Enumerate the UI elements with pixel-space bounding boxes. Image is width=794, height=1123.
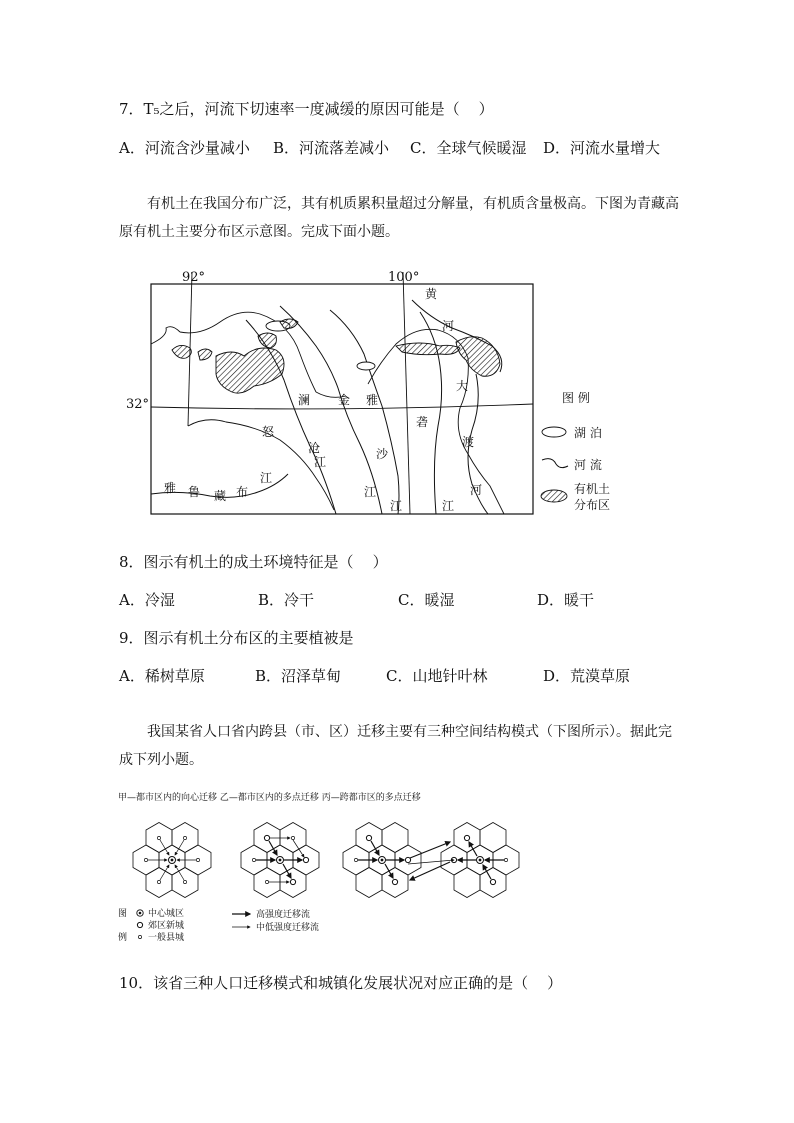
map-label: 江 xyxy=(260,471,273,485)
map-label: 鲁 xyxy=(188,485,201,499)
map-label: 雅 xyxy=(366,393,379,407)
map-label: 渡 xyxy=(462,435,475,449)
legend-county-label: 一般县城 xyxy=(148,933,185,943)
organic-soil-area xyxy=(396,343,460,355)
map-label: 布 xyxy=(236,485,249,499)
lon-label-100: 100° xyxy=(388,270,420,285)
organic-soil-area xyxy=(456,337,500,377)
q8-option-d: D．暖干 xyxy=(537,591,595,609)
pattern-jia xyxy=(133,823,211,898)
organic-soil-area xyxy=(172,345,191,358)
map-label: 雅 xyxy=(164,481,177,495)
pattern-bing xyxy=(343,823,519,898)
legend-soil-symbol xyxy=(541,490,567,502)
river-lancang xyxy=(280,306,382,514)
q8-option-c: C．暖湿 xyxy=(398,591,455,609)
q8-option-b: B．冷干 xyxy=(258,591,315,609)
legend-soil-label: 分布区 xyxy=(574,498,611,512)
q8-stem: 8．图示有机土的成土环境特征是（ ） xyxy=(119,553,388,571)
map-label: 藏 xyxy=(214,489,227,503)
q7-stem: 7．T₅之后，河流下切速率一度减缓的原因可能是（ ） xyxy=(119,100,494,118)
legend-suburb-symbol xyxy=(137,922,142,927)
lake xyxy=(357,362,375,370)
diagram-legend-li: 例 xyxy=(118,933,128,943)
legend-lake-symbol xyxy=(542,427,566,437)
migration-patterns-diagram xyxy=(116,788,536,944)
legend-river-symbol xyxy=(542,459,568,468)
q9-option-b: B．沼泽草甸 xyxy=(255,667,342,685)
boundary-line xyxy=(151,312,504,514)
map-label: 江 xyxy=(314,455,327,469)
legend-low-label: 中低强度迁移流 xyxy=(256,923,320,933)
map-label: 沙 xyxy=(376,447,389,461)
legend-high-label: 高强度迁移流 xyxy=(256,910,311,920)
organic-soil-area xyxy=(216,348,284,393)
legend-suburb-label: 郊区新城 xyxy=(148,921,185,931)
q7-option-a: A．河流含沙量减小 xyxy=(119,139,250,157)
legend-title: 图 例 xyxy=(562,391,590,405)
passage-migration: 我国某省人口省内跨县（市、区）迁移主要有三种空间结构模式（下图所示）。据此完成下列小题。 xyxy=(119,724,672,768)
legend-center-label: 中心城区 xyxy=(148,909,185,919)
meridian-100 xyxy=(403,272,410,514)
q9-stem: 9．图示有机土分布区的主要植被是 xyxy=(119,629,354,647)
legend-center-dot xyxy=(139,912,142,915)
legend-river-label: 河 流 xyxy=(574,458,602,472)
legend-soil-label: 有机土 xyxy=(574,482,611,496)
lon-label-92: 92° xyxy=(182,270,206,285)
q7-option-d: D．河流水量增大 xyxy=(543,139,661,157)
q9-option-d: D．荒漠草原 xyxy=(543,667,631,685)
map-label: 黄 xyxy=(425,287,438,301)
map-label: 江 xyxy=(442,499,455,513)
river-yalong xyxy=(420,312,442,514)
organic-soil-area xyxy=(258,333,276,348)
map-label: 江 xyxy=(364,485,377,499)
map-label: 金 xyxy=(338,393,351,407)
map-label: 怒 xyxy=(262,425,275,439)
diagram-caption: 甲—都市区内的向心迁移 乙—都市区内的多点迁移 丙—跨都市区的多点迁移 xyxy=(118,793,421,803)
legend-lake-label: 湖 泊 xyxy=(574,426,602,440)
qinghai-tibet-organic-soil-map xyxy=(120,266,640,522)
passage-organic-soil: 有机土在我国分布广泛，其有机质累积量超过分解量，有机质含量极高。下图为青藏高原有机土主要分布区示意图。完成下面小题。 xyxy=(119,196,679,240)
q7-option-b: B．河流落差减小 xyxy=(273,139,390,157)
map-label: 沧 xyxy=(308,441,321,455)
map-label: 大 xyxy=(456,379,469,393)
map-label: 江 xyxy=(390,499,403,513)
legend-county-symbol xyxy=(138,935,141,938)
q10-stem: 10．该省三种人口迁移模式和城镇化发展状况对应正确的是（ ） xyxy=(119,974,563,992)
lat-label-32: 32° xyxy=(126,397,150,412)
map-label: 砻 xyxy=(416,415,429,429)
river-jinsha xyxy=(330,310,399,514)
q9-option-c: C．山地针叶林 xyxy=(386,667,488,685)
q7-option-c: C．全球气候暖湿 xyxy=(410,139,527,157)
map-label: 澜 xyxy=(298,393,311,407)
q9-option-a: A．稀树草原 xyxy=(119,667,205,685)
pattern-yi xyxy=(241,823,319,898)
map-label: 河 xyxy=(442,319,455,333)
organic-soil-area xyxy=(198,349,212,360)
diagram-legend-tu: 图 xyxy=(118,909,128,919)
q8-option-a: A．冷湿 xyxy=(119,591,175,609)
map-label: 河 xyxy=(470,483,483,497)
